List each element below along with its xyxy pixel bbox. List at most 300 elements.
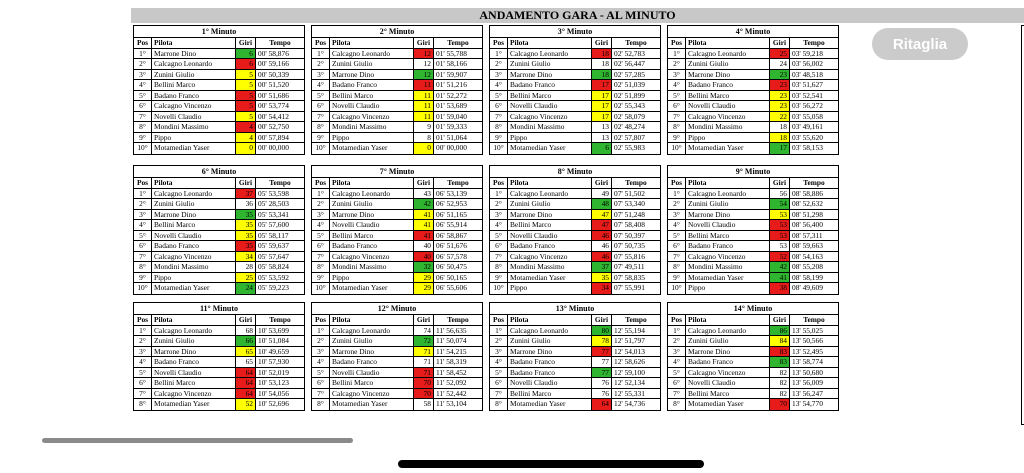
- table-row[interactable]: [312, 326, 482, 337]
- laps-cell[interactable]: 42: [414, 199, 434, 209]
- time-cell[interactable]: 02' 55,343: [614, 101, 645, 110]
- position-cell[interactable]: 4°: [668, 80, 686, 90]
- laps-cell[interactable]: 36: [236, 199, 256, 209]
- laps-cell[interactable]: 5: [236, 91, 256, 101]
- time-cell[interactable]: 10' 52,696: [258, 399, 289, 408]
- table-row[interactable]: [134, 101, 304, 112]
- time-cell[interactable]: 07' 50,397: [614, 230, 645, 240]
- table-row[interactable]: [668, 252, 838, 263]
- table-row[interactable]: [312, 80, 482, 91]
- table-row[interactable]: [134, 368, 304, 379]
- time-cell[interactable]: 08' 54,163: [792, 251, 823, 261]
- laps-cell[interactable]: 11: [414, 91, 434, 101]
- laps-cell[interactable]: 52: [770, 252, 790, 262]
- position-cell[interactable]: 6°: [490, 241, 508, 251]
- position-cell[interactable]: 3°: [312, 70, 330, 80]
- table-row[interactable]: [134, 189, 304, 200]
- pilot-cell[interactable]: Motamedian Yaser: [152, 399, 236, 410]
- laps-cell[interactable]: 17: [592, 80, 612, 90]
- pilot-cell[interactable]: Calcagno Vincenzo: [330, 389, 414, 399]
- position-cell[interactable]: 2°: [490, 199, 508, 209]
- time-cell[interactable]: 03' 49,161: [792, 122, 823, 131]
- pilot-cell[interactable]: Calcagno Leonardo: [686, 49, 770, 59]
- table-row[interactable]: [134, 389, 304, 400]
- laps-cell[interactable]: 37: [592, 262, 612, 272]
- time-cell[interactable]: 13' 50,680: [792, 367, 823, 377]
- laps-cell[interactable]: 64: [236, 378, 256, 388]
- time-cell[interactable]: 13' 56,009: [792, 378, 823, 387]
- table-row[interactable]: [134, 49, 304, 60]
- laps-cell[interactable]: 66: [236, 336, 256, 346]
- table-row[interactable]: [490, 399, 660, 410]
- time-cell[interactable]: 11' 52,442: [436, 388, 467, 398]
- position-cell[interactable]: 1°: [312, 189, 330, 199]
- pilot-cell[interactable]: Bellini Marco: [330, 231, 414, 241]
- table-row[interactable]: [312, 378, 482, 389]
- pilot-cell[interactable]: Calcagno Leonardo: [152, 59, 236, 69]
- time-cell[interactable]: 11' 58,452: [436, 367, 467, 377]
- laps-cell[interactable]: 82: [770, 389, 790, 399]
- time-cell[interactable]: 01' 59,040: [436, 111, 467, 121]
- time-cell[interactable]: 05' 58,824: [258, 262, 289, 271]
- laps-cell[interactable]: 18: [592, 59, 612, 69]
- time-cell[interactable]: 07' 49,511: [614, 262, 645, 271]
- pilot-cell[interactable]: Motamedian Yaser: [686, 143, 770, 154]
- table-row[interactable]: [490, 262, 660, 273]
- laps-cell[interactable]: 64: [236, 368, 256, 378]
- horizontal-scrollbar[interactable]: [42, 438, 353, 443]
- position-cell[interactable]: 2°: [668, 59, 686, 69]
- position-cell[interactable]: 3°: [134, 210, 152, 220]
- pilot-cell[interactable]: Pippo: [152, 273, 236, 283]
- pilot-cell[interactable]: Bellini Marco: [508, 220, 592, 230]
- pilot-cell[interactable]: Calcagno Vincenzo: [152, 101, 236, 111]
- pilot-cell[interactable]: Calcagno Leonardo: [508, 326, 592, 336]
- time-cell[interactable]: 02' 48,274: [614, 122, 645, 131]
- time-cell[interactable]: 08' 58,886: [792, 188, 823, 198]
- home-indicator[interactable]: [398, 460, 704, 468]
- time-cell[interactable]: 08' 59,663: [792, 241, 823, 250]
- table-row[interactable]: [134, 378, 304, 389]
- pilot-cell[interactable]: Mondini Massimo: [330, 122, 414, 132]
- laps-cell[interactable]: 12: [414, 70, 434, 80]
- position-cell[interactable]: 2°: [134, 199, 152, 209]
- pilot-cell[interactable]: Badano Franco: [152, 357, 236, 367]
- position-cell[interactable]: 6°: [312, 241, 330, 251]
- time-cell[interactable]: 06' 52,953: [436, 199, 467, 208]
- time-cell[interactable]: 07' 58,835: [614, 272, 645, 282]
- pilot-cell[interactable]: Pippo: [508, 283, 592, 294]
- pilot-cell[interactable]: Badano Franco: [330, 80, 414, 90]
- position-cell[interactable]: 9°: [668, 133, 686, 143]
- laps-cell[interactable]: 84: [770, 336, 790, 346]
- table-row[interactable]: [490, 112, 660, 123]
- time-cell[interactable]: 03' 59,218: [792, 48, 823, 58]
- position-cell[interactable]: 8°: [134, 122, 152, 132]
- table-row[interactable]: [134, 59, 304, 70]
- position-cell[interactable]: 9°: [490, 133, 508, 143]
- spreadsheet-view[interactable]: [131, 8, 1024, 426]
- pilot-cell[interactable]: Calcagno Vincenzo: [152, 389, 236, 399]
- time-cell[interactable]: 05' 59,637: [258, 241, 289, 250]
- position-cell[interactable]: 7°: [134, 112, 152, 122]
- table-row[interactable]: [134, 133, 304, 144]
- pilot-cell[interactable]: Calcagno Leonardo: [508, 189, 592, 199]
- table-row[interactable]: [668, 241, 838, 252]
- table-row[interactable]: [312, 389, 482, 400]
- pilot-cell[interactable]: Bellini Marco: [508, 389, 592, 399]
- time-cell[interactable]: 08' 49,609: [792, 283, 823, 292]
- time-cell[interactable]: 11' 54,215: [436, 346, 467, 356]
- table-row[interactable]: [312, 273, 482, 284]
- position-cell[interactable]: 10°: [668, 143, 686, 154]
- time-cell[interactable]: 03' 58,153: [792, 143, 823, 152]
- position-cell[interactable]: 1°: [134, 189, 152, 199]
- time-cell[interactable]: 05' 57,600: [258, 220, 289, 229]
- table-row[interactable]: [490, 189, 660, 200]
- time-cell[interactable]: 02' 58,079: [614, 111, 645, 121]
- time-cell[interactable]: 10' 53,123: [258, 378, 289, 387]
- position-cell[interactable]: 8°: [490, 122, 508, 132]
- pilot-cell[interactable]: Bellini Marco: [152, 220, 236, 230]
- time-cell[interactable]: 00' 54,412: [258, 111, 289, 121]
- position-cell[interactable]: 1°: [490, 49, 508, 59]
- pilot-cell[interactable]: Mondini Massimo: [686, 262, 770, 272]
- pilot-cell[interactable]: Motamedian Yaser: [152, 143, 236, 154]
- position-cell[interactable]: 7°: [490, 252, 508, 262]
- position-cell[interactable]: 5°: [134, 91, 152, 101]
- table-row[interactable]: [668, 143, 838, 154]
- pilot-cell[interactable]: Pippo: [686, 133, 770, 143]
- laps-cell[interactable]: 23: [770, 101, 790, 111]
- position-cell[interactable]: 6°: [490, 378, 508, 388]
- laps-cell[interactable]: 76: [592, 378, 612, 388]
- table-row[interactable]: [668, 189, 838, 200]
- laps-cell[interactable]: 70: [414, 378, 434, 388]
- table-row[interactable]: [312, 336, 482, 347]
- time-cell[interactable]: 01' 55,788: [436, 48, 467, 58]
- position-cell[interactable]: 3°: [490, 210, 508, 220]
- table-row[interactable]: [134, 241, 304, 252]
- laps-cell[interactable]: 35: [592, 273, 612, 283]
- position-cell[interactable]: 10°: [312, 283, 330, 294]
- table-row[interactable]: [312, 189, 482, 200]
- table-row[interactable]: [668, 122, 838, 133]
- position-cell[interactable]: 5°: [134, 368, 152, 378]
- pilot-cell[interactable]: Zunini Giulio: [508, 59, 592, 69]
- position-cell[interactable]: 1°: [490, 326, 508, 336]
- position-cell[interactable]: 7°: [312, 112, 330, 122]
- position-cell[interactable]: 7°: [134, 252, 152, 262]
- time-cell[interactable]: 06' 51,676: [436, 241, 467, 250]
- position-cell[interactable]: 7°: [312, 252, 330, 262]
- pilot-cell[interactable]: Marrone Dino: [330, 70, 414, 80]
- pilot-cell[interactable]: Novelli Claudio: [152, 231, 236, 241]
- pilot-cell[interactable]: Badano Franco: [330, 357, 414, 367]
- position-cell[interactable]: 1°: [312, 49, 330, 59]
- laps-cell[interactable]: 4: [236, 133, 256, 143]
- position-cell[interactable]: 6°: [134, 241, 152, 251]
- table-row[interactable]: [668, 59, 838, 70]
- position-cell[interactable]: 2°: [668, 199, 686, 209]
- position-cell[interactable]: 8°: [134, 399, 152, 410]
- laps-cell[interactable]: 32: [414, 262, 434, 272]
- position-cell[interactable]: 1°: [668, 189, 686, 199]
- pilot-cell[interactable]: Novelli Claudio: [330, 220, 414, 230]
- position-cell[interactable]: 8°: [490, 399, 508, 410]
- position-cell[interactable]: 10°: [134, 283, 152, 294]
- table-row[interactable]: [134, 80, 304, 91]
- pilot-cell[interactable]: Mondini Massimo: [152, 122, 236, 132]
- time-cell[interactable]: 11' 53,104: [436, 399, 467, 408]
- table-row[interactable]: [668, 133, 838, 144]
- laps-cell[interactable]: 53: [770, 220, 790, 230]
- laps-cell[interactable]: 64: [236, 389, 256, 399]
- table-row[interactable]: [668, 262, 838, 273]
- laps-cell[interactable]: 78: [592, 336, 612, 346]
- table-row[interactable]: [134, 252, 304, 263]
- laps-cell[interactable]: 70: [414, 389, 434, 399]
- time-cell[interactable]: 10' 54,056: [258, 388, 289, 398]
- laps-cell[interactable]: 5: [236, 80, 256, 90]
- laps-cell[interactable]: 77: [592, 347, 612, 357]
- position-cell[interactable]: 4°: [668, 357, 686, 367]
- table-row[interactable]: [490, 101, 660, 112]
- pilot-cell[interactable]: Badano Franco: [508, 80, 592, 90]
- laps-cell[interactable]: 53: [770, 210, 790, 220]
- table-row[interactable]: [490, 241, 660, 252]
- pilot-cell[interactable]: Calcagno Vincenzo: [152, 252, 236, 262]
- laps-cell[interactable]: 46: [592, 231, 612, 241]
- table-row[interactable]: [490, 231, 660, 242]
- laps-cell[interactable]: 23: [770, 80, 790, 90]
- position-cell[interactable]: 1°: [134, 49, 152, 59]
- pilot-cell[interactable]: Novelli Claudio: [686, 101, 770, 111]
- table-row[interactable]: [668, 101, 838, 112]
- time-cell[interactable]: 03' 51,627: [792, 80, 823, 89]
- pilot-cell[interactable]: Novelli Claudio: [330, 368, 414, 378]
- table-row[interactable]: [312, 199, 482, 210]
- laps-cell[interactable]: 77: [592, 368, 612, 378]
- laps-cell[interactable]: 41: [770, 273, 790, 283]
- pilot-cell[interactable]: Calcagno Vincenzo: [686, 252, 770, 262]
- laps-cell[interactable]: 76: [592, 389, 612, 399]
- table-row[interactable]: [312, 59, 482, 70]
- pilot-cell[interactable]: Calcagno Vincenzo: [330, 252, 414, 262]
- table-row[interactable]: [490, 70, 660, 81]
- pilot-cell[interactable]: Novelli Claudio: [508, 378, 592, 388]
- pilot-cell[interactable]: Bellini Marco: [508, 91, 592, 101]
- time-cell[interactable]: 08' 51,298: [792, 209, 823, 219]
- laps-cell[interactable]: 83: [770, 347, 790, 357]
- laps-cell[interactable]: 12: [414, 59, 434, 69]
- pilot-cell[interactable]: Calcagno Leonardo: [330, 189, 414, 199]
- laps-cell[interactable]: 86: [770, 326, 790, 336]
- position-cell[interactable]: 7°: [312, 389, 330, 399]
- position-cell[interactable]: 5°: [312, 231, 330, 241]
- laps-cell[interactable]: 17: [592, 91, 612, 101]
- time-cell[interactable]: 05' 53,598: [258, 188, 289, 198]
- table-row[interactable]: [668, 80, 838, 91]
- pilot-cell[interactable]: Marrone Dino: [152, 210, 236, 220]
- position-cell[interactable]: 1°: [312, 326, 330, 336]
- time-cell[interactable]: 00' 53,774: [258, 101, 289, 110]
- table-row[interactable]: [490, 122, 660, 133]
- position-cell[interactable]: 4°: [312, 357, 330, 367]
- laps-cell[interactable]: 68: [236, 326, 256, 336]
- laps-cell[interactable]: 6: [236, 59, 256, 69]
- time-cell[interactable]: 06' 51,165: [436, 209, 467, 219]
- table-row[interactable]: [134, 122, 304, 133]
- position-cell[interactable]: 4°: [134, 80, 152, 90]
- time-cell[interactable]: 12' 59,100: [614, 367, 645, 377]
- pilot-cell[interactable]: Zunini Giulio: [508, 199, 592, 209]
- position-cell[interactable]: 6°: [134, 101, 152, 111]
- laps-cell[interactable]: 58: [414, 399, 434, 410]
- table-row[interactable]: [134, 347, 304, 358]
- laps-cell[interactable]: 8: [414, 133, 434, 143]
- time-cell[interactable]: 12' 54,013: [614, 346, 645, 356]
- position-cell[interactable]: 9°: [134, 273, 152, 283]
- time-cell[interactable]: 06' 53,139: [436, 188, 467, 198]
- table-row[interactable]: [134, 91, 304, 102]
- pilot-cell[interactable]: Badano Franco: [686, 80, 770, 90]
- position-cell[interactable]: 8°: [312, 399, 330, 410]
- position-cell[interactable]: 4°: [312, 80, 330, 90]
- laps-cell[interactable]: 6: [592, 143, 612, 154]
- position-cell[interactable]: 8°: [134, 262, 152, 272]
- laps-cell[interactable]: 11: [414, 101, 434, 111]
- laps-cell[interactable]: 65: [236, 357, 256, 367]
- laps-cell[interactable]: 24: [236, 283, 256, 294]
- table-row[interactable]: [668, 199, 838, 210]
- pilot-cell[interactable]: Bellini Marco: [686, 231, 770, 241]
- table-row[interactable]: [312, 70, 482, 81]
- time-cell[interactable]: 00' 00,000: [436, 143, 467, 152]
- table-row[interactable]: [668, 389, 838, 400]
- position-cell[interactable]: 3°: [668, 210, 686, 220]
- laps-cell[interactable]: 13: [592, 122, 612, 132]
- pilot-cell[interactable]: Mondini Massimo: [508, 262, 592, 272]
- laps-cell[interactable]: 54: [770, 199, 790, 209]
- time-cell[interactable]: 06' 55,606: [436, 283, 467, 292]
- position-cell[interactable]: 3°: [312, 347, 330, 357]
- position-cell[interactable]: 8°: [312, 122, 330, 132]
- position-cell[interactable]: 4°: [668, 220, 686, 230]
- laps-cell[interactable]: 71: [414, 347, 434, 357]
- table-row[interactable]: [668, 326, 838, 337]
- laps-cell[interactable]: 49: [592, 189, 612, 199]
- table-row[interactable]: [490, 59, 660, 70]
- table-row[interactable]: [134, 399, 304, 410]
- table-row[interactable]: [134, 231, 304, 242]
- laps-cell[interactable]: 18: [592, 70, 612, 80]
- pilot-cell[interactable]: Mondini Massimo: [508, 122, 592, 132]
- pilot-cell[interactable]: Marrone Dino: [330, 347, 414, 357]
- pilot-cell[interactable]: Novelli Claudio: [152, 368, 236, 378]
- time-cell[interactable]: 10' 57,930: [258, 357, 289, 366]
- time-cell[interactable]: 02' 57,807: [614, 132, 645, 142]
- crop-button[interactable]: Ritaglia: [872, 28, 968, 60]
- time-cell[interactable]: 10' 52,019: [258, 367, 289, 377]
- pilot-cell[interactable]: Calcagno Leonardo: [686, 189, 770, 199]
- time-cell[interactable]: 12' 55,331: [614, 388, 645, 398]
- time-cell[interactable]: 05' 53,341: [258, 209, 289, 219]
- time-cell[interactable]: 07' 50,735: [614, 241, 645, 250]
- table-row[interactable]: [490, 326, 660, 337]
- time-cell[interactable]: 03' 48,518: [792, 69, 823, 79]
- laps-cell[interactable]: 35: [236, 220, 256, 230]
- pilot-cell[interactable]: Pippo: [686, 283, 770, 294]
- position-cell[interactable]: 1°: [134, 326, 152, 336]
- pilot-cell[interactable]: Calcagno Vincenzo: [330, 112, 414, 122]
- time-cell[interactable]: 12' 51,797: [614, 336, 645, 345]
- position-cell[interactable]: 4°: [312, 220, 330, 230]
- position-cell[interactable]: 7°: [668, 389, 686, 399]
- time-cell[interactable]: 05' 57,647: [258, 251, 289, 261]
- pilot-cell[interactable]: Pippo: [508, 133, 592, 143]
- time-cell[interactable]: 07' 55,816: [614, 251, 645, 261]
- table-row[interactable]: [668, 336, 838, 347]
- position-cell[interactable]: 2°: [668, 336, 686, 346]
- table-row[interactable]: [312, 262, 482, 273]
- position-cell[interactable]: 5°: [668, 91, 686, 101]
- time-cell[interactable]: 06' 57,578: [436, 251, 467, 261]
- laps-cell[interactable]: 74: [414, 326, 434, 336]
- pilot-cell[interactable]: Novelli Claudio: [508, 101, 592, 111]
- pilot-cell[interactable]: Motamedian Yaser: [686, 399, 770, 410]
- pilot-cell[interactable]: Motamedian Yaser: [330, 399, 414, 410]
- pilot-cell[interactable]: Novelli Claudio: [152, 112, 236, 122]
- pilot-cell[interactable]: Marrone Dino: [686, 210, 770, 220]
- table-row[interactable]: [668, 91, 838, 102]
- table-row[interactable]: [490, 133, 660, 144]
- time-cell[interactable]: 00' 58,876: [258, 48, 289, 58]
- table-row[interactable]: [490, 220, 660, 231]
- time-cell[interactable]: 05' 58,117: [258, 230, 289, 240]
- time-cell[interactable]: 06' 50,475: [436, 262, 467, 271]
- position-cell[interactable]: 3°: [668, 347, 686, 357]
- time-cell[interactable]: 12' 55,194: [614, 325, 645, 335]
- position-cell[interactable]: 6°: [134, 378, 152, 388]
- laps-cell[interactable]: 28: [236, 262, 256, 272]
- time-cell[interactable]: 03' 56,272: [792, 101, 823, 110]
- table-row[interactable]: [312, 399, 482, 410]
- time-cell[interactable]: 08' 56,400: [792, 220, 823, 229]
- laps-cell[interactable]: 5: [236, 101, 256, 111]
- pilot-cell[interactable]: Motamedian Yaser: [508, 273, 592, 283]
- position-cell[interactable]: 10°: [490, 283, 508, 294]
- position-cell[interactable]: 1°: [668, 326, 686, 336]
- laps-cell[interactable]: 6: [236, 49, 256, 59]
- laps-cell[interactable]: 22: [770, 112, 790, 122]
- pilot-cell[interactable]: Zunini Giulio: [686, 59, 770, 69]
- table-row[interactable]: [312, 252, 482, 263]
- pilot-cell[interactable]: Motamedian Yaser: [330, 283, 414, 294]
- pilot-cell[interactable]: Zunini Giulio: [152, 70, 236, 80]
- laps-cell[interactable]: 29: [414, 283, 434, 294]
- laps-cell[interactable]: 46: [592, 252, 612, 262]
- time-cell[interactable]: 10' 49,659: [258, 346, 289, 356]
- time-cell[interactable]: 01' 52,272: [436, 90, 467, 100]
- laps-cell[interactable]: 0: [414, 143, 434, 154]
- pilot-cell[interactable]: Zunini Giulio: [330, 199, 414, 209]
- laps-cell[interactable]: 17: [770, 143, 790, 154]
- laps-cell[interactable]: 34: [236, 252, 256, 262]
- pilot-cell[interactable]: Zunini Giulio: [330, 336, 414, 346]
- position-cell[interactable]: 6°: [490, 101, 508, 111]
- pilot-cell[interactable]: Novelli Claudio: [508, 231, 592, 241]
